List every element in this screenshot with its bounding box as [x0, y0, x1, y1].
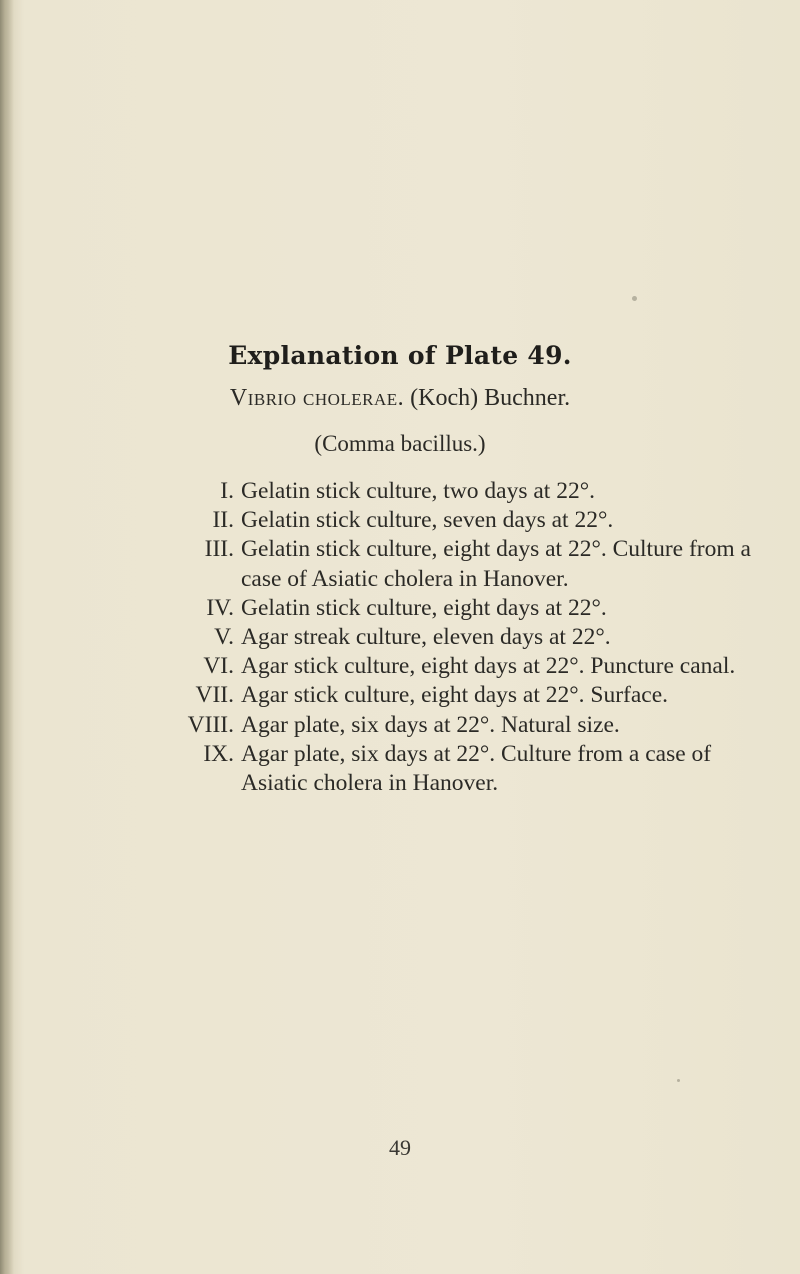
figure-description: Gelatin stick culture, two days at 22°.	[241, 478, 595, 504]
figure-explanations-list	[0, 477, 800, 798]
list-item	[0, 506, 770, 535]
list-item	[0, 681, 770, 710]
figure-description: Gelatin stick culture, seven days at 22°.	[241, 507, 614, 534]
figure-numeral: IV.	[206, 594, 234, 621]
species-name: Vibrio cholerae.	[229, 385, 405, 411]
list-item	[0, 740, 770, 798]
paper-speck	[677, 1079, 680, 1082]
species-authority: (Koch) Buchner.	[410, 385, 571, 411]
figure-description: Gelatin stick culture, eight days at 22°. Culture from a case of Asiatic cholera in Hanover.	[241, 536, 751, 592]
plate-title: Explanation of Plate 49.	[228, 341, 572, 370]
figure-numeral: III.	[204, 536, 234, 563]
figure-numeral: IX.	[203, 740, 234, 767]
page-number: 49	[389, 1135, 411, 1160]
common-name: (Comma bacillus.)	[314, 431, 486, 456]
figure-numeral: II.	[212, 507, 234, 534]
list-item	[0, 594, 770, 623]
figure-description: Agar stick culture, eight days at 22°. Puncture canal.	[241, 653, 736, 680]
figure-description: Agar plate, six days at 22°. Culture from a case of Asiatic cholera in Hanover.	[241, 740, 712, 797]
list-item	[0, 711, 770, 740]
list-item	[0, 535, 770, 593]
figure-description: Agar stick culture, eight days at 22°. Surface.	[241, 682, 669, 709]
list-item	[0, 623, 770, 652]
list-item	[0, 477, 770, 506]
figure-description: Agar streak culture, eleven days at 22°.	[241, 624, 611, 651]
figure-numeral: VIII.	[187, 711, 234, 738]
paper-speck	[632, 296, 637, 301]
figure-description: Gelatin stick culture, eight days at 22°.	[241, 594, 607, 621]
figure-numeral: VI.	[203, 653, 234, 680]
figure-numeral: VII.	[195, 682, 234, 709]
list-item	[0, 652, 770, 681]
figure-numeral: I.	[220, 478, 234, 504]
figure-description: Agar plate, six days at 22°. Natural size.	[241, 711, 620, 738]
figure-numeral: V.	[214, 624, 234, 651]
species-heading	[0, 385, 800, 412]
